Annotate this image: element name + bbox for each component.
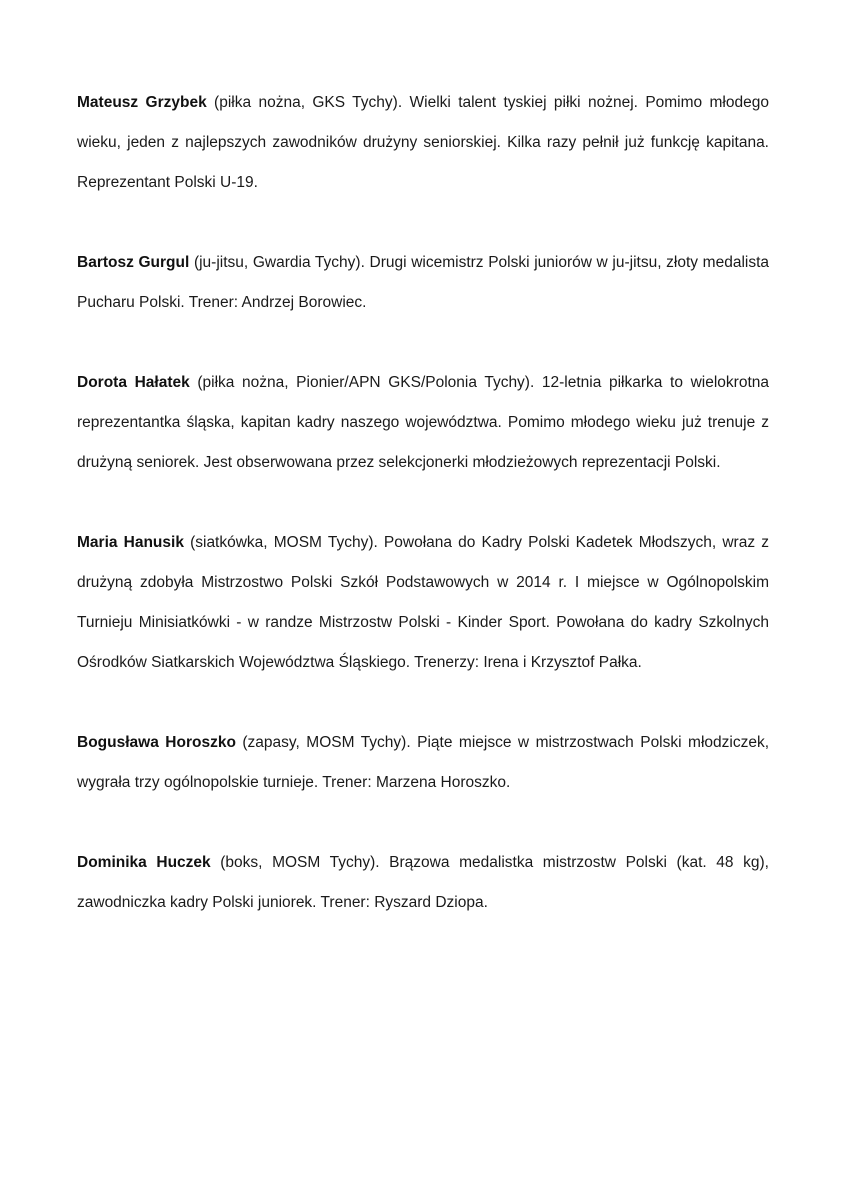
athlete-description: (piłka nożna, Pionier/APN GKS/Polonia Tychy). 12-letnia piłkarka to wielokrotna reprezentantka śląska, kapitan kadry naszego województwa. Pomimo młodego wieku już trenuje z drużyną seniorek. Jest obserwowana przez selekcjonerki młodzieżowych reprezentacji Polski. [77, 374, 769, 471]
athlete-name: Bogusława Horoszko [77, 734, 236, 751]
athlete-entry [77, 723, 769, 803]
athlete-description: (piłka nożna, GKS Tychy). Wielki talent tyskiej piłki nożnej. Pomimo młodego wieku, jeden z najlepszych zawodników drużyny seniorskiej. Kilka razy pełnił już funkcję kapitana. Reprezentant Polski U-19. [77, 94, 769, 191]
athlete-entry [77, 363, 769, 483]
athlete-entry [77, 523, 769, 683]
athlete-entry [77, 243, 769, 323]
athlete-description: (zapasy, MOSM Tychy). Piąte miejsce w mistrzostwach Polski młodziczek, wygrała trzy ogólnopolskie turnieje. Trener: Marzena Horoszko. [77, 734, 770, 791]
document-body [77, 83, 769, 963]
athlete-name: Mateusz Grzybek [77, 94, 207, 111]
athlete-entry [77, 83, 769, 203]
athlete-description: (ju-jitsu, Gwardia Tychy). Drugi wicemistrz Polski juniorów w ju-jitsu, złoty medalista Pucharu Polski. Trener: Andrzej Borowiec. [77, 254, 770, 311]
athlete-name: Dominika Huczek [77, 854, 211, 871]
athlete-description: (boks, MOSM Tychy). Brązowa medalistka mistrzostw Polski (kat. 48 kg), zawodniczka kadry Polski juniorek. Trener: Ryszard Dziopa. [77, 854, 769, 911]
athlete-name: Dorota Hałatek [77, 374, 190, 391]
athlete-name: Bartosz Gurgul [77, 254, 190, 271]
athlete-description: (siatkówka, MOSM Tychy). Powołana do Kadry Polski Kadetek Młodszych, wraz z drużyną zdobyła Mistrzostwo Polski Szkół Podstawowych w 2014 r. I miejsce w Ogólnopolskim Turnieju Minisiatkówki - w randze Mistrzostw Polski - Kinder Sport. Powołana do kadry Szkolnych Ośrodków Siatkarskich Województwa Śląskiego. Trenerzy: Irena i Krzysztof Pałka. [77, 534, 769, 671]
athlete-entry [77, 843, 769, 923]
athlete-name: Maria Hanusik [77, 534, 184, 551]
